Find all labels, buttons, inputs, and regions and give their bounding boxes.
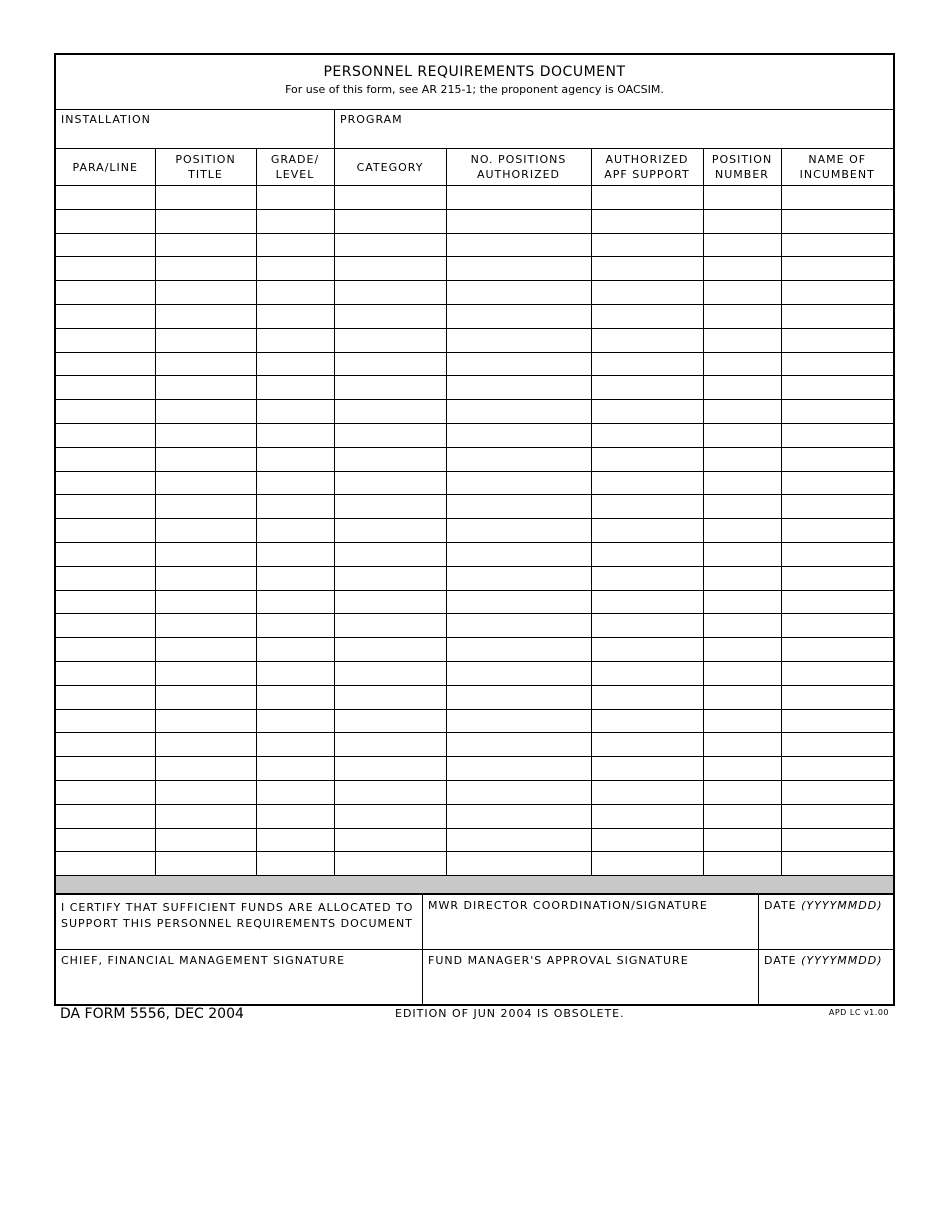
table-cell[interactable] [56, 519, 155, 543]
table-cell[interactable] [591, 186, 703, 210]
table-cell[interactable] [334, 519, 446, 543]
table-cell[interactable] [703, 542, 781, 566]
table-cell[interactable] [256, 519, 334, 543]
col-header-category: CATEGORY [334, 149, 446, 186]
installation-field[interactable] [56, 110, 335, 148]
chief-financial-signature-field[interactable] [56, 950, 423, 1006]
table-cell[interactable] [256, 638, 334, 662]
table-row [56, 423, 893, 447]
table-cell[interactable] [56, 566, 155, 590]
table-cell[interactable] [591, 590, 703, 614]
table-cell[interactable] [446, 281, 591, 305]
table-cell[interactable] [781, 614, 893, 638]
table-cell[interactable] [56, 733, 155, 757]
table-cell[interactable] [703, 804, 781, 828]
table-cell[interactable] [56, 328, 155, 352]
table-cell[interactable] [334, 257, 446, 281]
table-row [56, 614, 893, 638]
table-cell[interactable] [256, 590, 334, 614]
table-cell[interactable] [56, 471, 155, 495]
table-cell[interactable] [591, 828, 703, 852]
table-row [56, 852, 893, 876]
table-cell[interactable] [56, 709, 155, 733]
table-row [56, 733, 893, 757]
table-cell[interactable] [591, 495, 703, 519]
table-cell[interactable] [334, 685, 446, 709]
table-cell[interactable] [446, 757, 591, 781]
table-cell[interactable] [446, 257, 591, 281]
table-cell[interactable] [155, 257, 256, 281]
table-cell[interactable] [446, 233, 591, 257]
table-cell[interactable] [256, 328, 334, 352]
table-cell[interactable] [781, 186, 893, 210]
table-cell[interactable] [591, 614, 703, 638]
table-cell[interactable] [591, 233, 703, 257]
table-cell[interactable] [703, 852, 781, 876]
table-cell[interactable] [56, 281, 155, 305]
table-cell[interactable] [155, 209, 256, 233]
table-cell[interactable] [334, 709, 446, 733]
table-cell[interactable] [703, 209, 781, 233]
table-cell[interactable] [256, 566, 334, 590]
table-row [56, 447, 893, 471]
table-cell[interactable] [781, 638, 893, 662]
table-cell[interactable] [703, 328, 781, 352]
table-cell[interactable] [56, 304, 155, 328]
table-cell[interactable] [591, 852, 703, 876]
table-cell[interactable] [703, 780, 781, 804]
table-cell[interactable] [591, 804, 703, 828]
table-cell[interactable] [591, 400, 703, 424]
table-cell[interactable] [781, 804, 893, 828]
table-cell[interactable] [334, 757, 446, 781]
certify-label: I CERTIFY THAT SUFFICIENT FUNDS ARE ALLOCATED TO SUPPORT THIS PERSONNEL REQUIREMENTS DOCUMENT [61, 901, 414, 931]
table-cell[interactable] [256, 352, 334, 376]
table-cell[interactable] [446, 471, 591, 495]
table-cell[interactable] [56, 376, 155, 400]
table-cell[interactable] [781, 661, 893, 685]
table-cell[interactable] [591, 352, 703, 376]
table-cell[interactable] [591, 566, 703, 590]
table-cell[interactable] [446, 852, 591, 876]
table-cell[interactable] [256, 447, 334, 471]
table-cell[interactable] [256, 304, 334, 328]
personnel-requirements-form [54, 53, 895, 1006]
table-cell[interactable] [703, 186, 781, 210]
table-cell[interactable] [256, 685, 334, 709]
table-row [56, 590, 893, 614]
table-header-row [56, 149, 893, 186]
table-cell[interactable] [703, 614, 781, 638]
table-cell[interactable] [703, 661, 781, 685]
table-cell[interactable] [703, 685, 781, 709]
table-cell[interactable] [155, 661, 256, 685]
table-row [56, 757, 893, 781]
table-cell[interactable] [703, 828, 781, 852]
table-cell[interactable] [256, 828, 334, 852]
table-cell[interactable] [256, 281, 334, 305]
table-cell[interactable] [334, 638, 446, 662]
form-subtitle: For use of this form, see AR 215-1; the proponent agency is OACSIM. [285, 83, 664, 96]
table-cell[interactable] [446, 447, 591, 471]
table-cell[interactable] [446, 304, 591, 328]
table-cell[interactable] [334, 352, 446, 376]
table-cell[interactable] [781, 376, 893, 400]
table-cell[interactable] [56, 685, 155, 709]
table-cell[interactable] [703, 400, 781, 424]
signature-row-2 [56, 950, 893, 1006]
table-cell[interactable] [446, 376, 591, 400]
table-row [56, 661, 893, 685]
table-cell[interactable] [256, 233, 334, 257]
table-cell[interactable] [155, 733, 256, 757]
col-header-name-of-incumbent: NAME OF INCUMBENT [781, 149, 893, 186]
fund-manager-label: FUND MANAGER'S APPROVAL SIGNATURE [428, 954, 689, 968]
table-cell[interactable] [591, 423, 703, 447]
table-cell[interactable] [155, 542, 256, 566]
table-cell[interactable] [591, 638, 703, 662]
table-cell[interactable] [334, 566, 446, 590]
table-row [56, 709, 893, 733]
table-cell[interactable] [446, 328, 591, 352]
requirements-table [56, 149, 893, 876]
table-cell[interactable] [155, 804, 256, 828]
table-cell[interactable] [155, 471, 256, 495]
table-cell[interactable] [591, 757, 703, 781]
table-cell[interactable] [334, 542, 446, 566]
table-cell[interactable] [256, 804, 334, 828]
table-cell[interactable] [591, 447, 703, 471]
table-cell[interactable] [781, 400, 893, 424]
table-cell[interactable] [56, 757, 155, 781]
table-cell[interactable] [591, 209, 703, 233]
table-cell[interactable] [446, 685, 591, 709]
table-cell[interactable] [591, 709, 703, 733]
table-cell[interactable] [56, 804, 155, 828]
table-row [56, 638, 893, 662]
table-row [56, 328, 893, 352]
table-row [56, 209, 893, 233]
table-cell[interactable] [256, 757, 334, 781]
table-cell[interactable] [446, 590, 591, 614]
table-cell[interactable] [334, 828, 446, 852]
table-row [56, 780, 893, 804]
col-header-position-number: POSITION NUMBER [703, 149, 781, 186]
table-row [56, 233, 893, 257]
table-cell[interactable] [155, 638, 256, 662]
table-row [56, 495, 893, 519]
table-cell[interactable] [446, 542, 591, 566]
table-row [56, 257, 893, 281]
table-cell[interactable] [56, 209, 155, 233]
table-cell[interactable] [703, 757, 781, 781]
table-cell[interactable] [446, 495, 591, 519]
table-cell[interactable] [703, 519, 781, 543]
table-cell[interactable] [446, 519, 591, 543]
table-cell[interactable] [591, 376, 703, 400]
table-cell[interactable] [781, 542, 893, 566]
table-row [56, 566, 893, 590]
date-field-2[interactable] [759, 950, 893, 1006]
table-cell[interactable] [155, 614, 256, 638]
table-row [56, 828, 893, 852]
table-cell[interactable] [334, 495, 446, 519]
table-cell[interactable] [256, 471, 334, 495]
date-label-1: DATE (YYYYMMDD) [764, 899, 883, 913]
table-cell[interactable] [155, 495, 256, 519]
table-cell[interactable] [56, 447, 155, 471]
table-cell[interactable] [591, 519, 703, 543]
table-cell[interactable] [703, 566, 781, 590]
table-cell[interactable] [155, 376, 256, 400]
table-cell[interactable] [256, 709, 334, 733]
table-cell[interactable] [155, 304, 256, 328]
mwr-director-label: MWR DIRECTOR COORDINATION/SIGNATURE [428, 899, 708, 913]
table-cell[interactable] [256, 400, 334, 424]
table-cell[interactable] [591, 304, 703, 328]
table-cell[interactable] [155, 709, 256, 733]
table-cell[interactable] [334, 661, 446, 685]
program-field[interactable] [335, 110, 893, 148]
certify-field[interactable] [56, 895, 423, 949]
table-cell[interactable] [781, 257, 893, 281]
installation-label: INSTALLATION [61, 113, 151, 126]
table-cell[interactable] [446, 400, 591, 424]
col-header-position-title: POSITION TITLE [155, 149, 256, 186]
table-cell[interactable] [781, 447, 893, 471]
table-cell[interactable] [591, 661, 703, 685]
table-cell[interactable] [446, 566, 591, 590]
table-cell[interactable] [703, 423, 781, 447]
table-cell[interactable] [334, 281, 446, 305]
edition-notice: EDITION OF JUN 2004 IS OBSOLETE. [395, 1007, 625, 1020]
table-row [56, 186, 893, 210]
table-cell[interactable] [334, 780, 446, 804]
table-cell[interactable] [334, 233, 446, 257]
signature-row-1 [56, 895, 893, 950]
section-divider [56, 876, 893, 895]
table-row [56, 400, 893, 424]
table-cell[interactable] [155, 828, 256, 852]
table-cell[interactable] [334, 614, 446, 638]
table-cell[interactable] [446, 804, 591, 828]
table-cell[interactable] [781, 685, 893, 709]
table-cell[interactable] [56, 780, 155, 804]
col-header-grade-level: GRADE/ LEVEL [256, 149, 334, 186]
table-cell[interactable] [155, 780, 256, 804]
col-header-authorized-apf-support: AUTHORIZED APF SUPPORT [591, 149, 703, 186]
table-cell[interactable] [446, 733, 591, 757]
table-cell[interactable] [703, 304, 781, 328]
table-body [56, 186, 893, 876]
table-cell[interactable] [334, 400, 446, 424]
table-cell[interactable] [591, 328, 703, 352]
table-cell[interactable] [446, 186, 591, 210]
fund-manager-signature-field[interactable] [423, 950, 759, 1006]
table-cell[interactable] [56, 257, 155, 281]
table-cell[interactable] [56, 495, 155, 519]
table-row [56, 685, 893, 709]
table-cell[interactable] [56, 661, 155, 685]
table-cell[interactable] [56, 638, 155, 662]
table-cell[interactable] [446, 638, 591, 662]
table-cell[interactable] [591, 780, 703, 804]
table-cell[interactable] [781, 733, 893, 757]
table-cell[interactable] [334, 590, 446, 614]
table-cell[interactable] [781, 495, 893, 519]
table-cell[interactable] [703, 638, 781, 662]
table-row [56, 304, 893, 328]
table-cell[interactable] [446, 780, 591, 804]
table-row [56, 471, 893, 495]
table-cell[interactable] [334, 804, 446, 828]
table-cell[interactable] [591, 685, 703, 709]
table-cell[interactable] [703, 590, 781, 614]
mwr-director-signature-field[interactable] [423, 895, 759, 949]
table-cell[interactable] [56, 614, 155, 638]
table-cell[interactable] [703, 352, 781, 376]
col-header-no-positions-authorized: NO. POSITIONS AUTHORIZED [446, 149, 591, 186]
table-cell[interactable] [781, 471, 893, 495]
table-cell[interactable] [56, 852, 155, 876]
table-cell[interactable] [334, 423, 446, 447]
table-cell[interactable] [155, 519, 256, 543]
table-cell[interactable] [781, 590, 893, 614]
table-cell[interactable] [781, 209, 893, 233]
table-cell[interactable] [155, 423, 256, 447]
date-label-2: DATE (YYYYMMDD) [764, 954, 883, 968]
table-row [56, 804, 893, 828]
table-row [56, 352, 893, 376]
installation-program-row [56, 110, 893, 149]
table-cell[interactable] [781, 281, 893, 305]
table-row [56, 281, 893, 305]
table-cell[interactable] [781, 352, 893, 376]
table-cell[interactable] [446, 352, 591, 376]
table-cell[interactable] [334, 733, 446, 757]
table-cell[interactable] [591, 733, 703, 757]
table-cell[interactable] [781, 328, 893, 352]
table-cell[interactable] [591, 257, 703, 281]
table-cell[interactable] [703, 281, 781, 305]
table-cell[interactable] [256, 542, 334, 566]
table-cell[interactable] [446, 209, 591, 233]
table-cell[interactable] [256, 614, 334, 638]
table-cell[interactable] [781, 852, 893, 876]
table-cell[interactable] [703, 233, 781, 257]
table-cell[interactable] [703, 257, 781, 281]
table-cell[interactable] [56, 423, 155, 447]
table-cell[interactable] [256, 733, 334, 757]
table-cell[interactable] [256, 257, 334, 281]
table-cell[interactable] [56, 352, 155, 376]
table-row [56, 519, 893, 543]
table-cell[interactable] [446, 661, 591, 685]
table-cell[interactable] [591, 542, 703, 566]
chief-financial-label: CHIEF, FINANCIAL MANAGEMENT SIGNATURE [61, 954, 346, 968]
table-cell[interactable] [703, 733, 781, 757]
table-cell[interactable] [703, 495, 781, 519]
table-cell[interactable] [155, 852, 256, 876]
table-cell[interactable] [155, 685, 256, 709]
table-cell[interactable] [56, 186, 155, 210]
table-cell[interactable] [591, 281, 703, 305]
table-cell[interactable] [256, 423, 334, 447]
table-cell[interactable] [256, 661, 334, 685]
table-cell[interactable] [334, 852, 446, 876]
program-label: PROGRAM [340, 113, 403, 126]
table-cell[interactable] [334, 209, 446, 233]
table-cell[interactable] [155, 328, 256, 352]
table-cell[interactable] [256, 852, 334, 876]
table-cell[interactable] [334, 376, 446, 400]
table-cell[interactable] [703, 376, 781, 400]
table-cell[interactable] [334, 304, 446, 328]
table-cell[interactable] [56, 400, 155, 424]
form-number: DA FORM 5556, DEC 2004 [60, 1006, 244, 1022]
table-cell[interactable] [781, 304, 893, 328]
date-field-1[interactable] [759, 895, 893, 949]
table-cell[interactable] [781, 423, 893, 447]
table-cell[interactable] [781, 519, 893, 543]
table-cell[interactable] [256, 495, 334, 519]
table-cell[interactable] [155, 447, 256, 471]
table-cell[interactable] [703, 709, 781, 733]
table-cell[interactable] [334, 186, 446, 210]
table-cell[interactable] [56, 590, 155, 614]
table-cell[interactable] [334, 328, 446, 352]
table-cell[interactable] [256, 376, 334, 400]
table-cell[interactable] [334, 447, 446, 471]
table-cell[interactable] [155, 400, 256, 424]
form-header [56, 55, 893, 110]
table-row [56, 376, 893, 400]
form-title: PERSONNEL REQUIREMENTS DOCUMENT [323, 64, 626, 80]
table-cell[interactable] [56, 828, 155, 852]
table-cell[interactable] [155, 233, 256, 257]
table-cell[interactable] [781, 709, 893, 733]
table-cell[interactable] [703, 447, 781, 471]
table-cell[interactable] [256, 186, 334, 210]
table-cell[interactable] [155, 281, 256, 305]
table-cell[interactable] [781, 780, 893, 804]
table-cell[interactable] [256, 209, 334, 233]
table-cell[interactable] [781, 566, 893, 590]
table-cell[interactable] [256, 780, 334, 804]
table-cell[interactable] [781, 233, 893, 257]
table-cell[interactable] [703, 471, 781, 495]
table-cell[interactable] [155, 566, 256, 590]
table-cell[interactable] [155, 757, 256, 781]
table-cell[interactable] [56, 233, 155, 257]
table-cell[interactable] [56, 542, 155, 566]
table-cell[interactable] [591, 471, 703, 495]
table-cell[interactable] [446, 709, 591, 733]
col-header-para-line: PARA/LINE [56, 149, 155, 186]
table-cell[interactable] [446, 828, 591, 852]
version-label: APD LC v1.00 [828, 1008, 889, 1017]
table-cell[interactable] [781, 757, 893, 781]
table-cell[interactable] [155, 352, 256, 376]
table-cell[interactable] [155, 186, 256, 210]
table-row [56, 542, 893, 566]
table-cell[interactable] [446, 614, 591, 638]
table-cell[interactable] [334, 471, 446, 495]
table-cell[interactable] [155, 590, 256, 614]
table-cell[interactable] [781, 828, 893, 852]
table-cell[interactable] [446, 423, 591, 447]
